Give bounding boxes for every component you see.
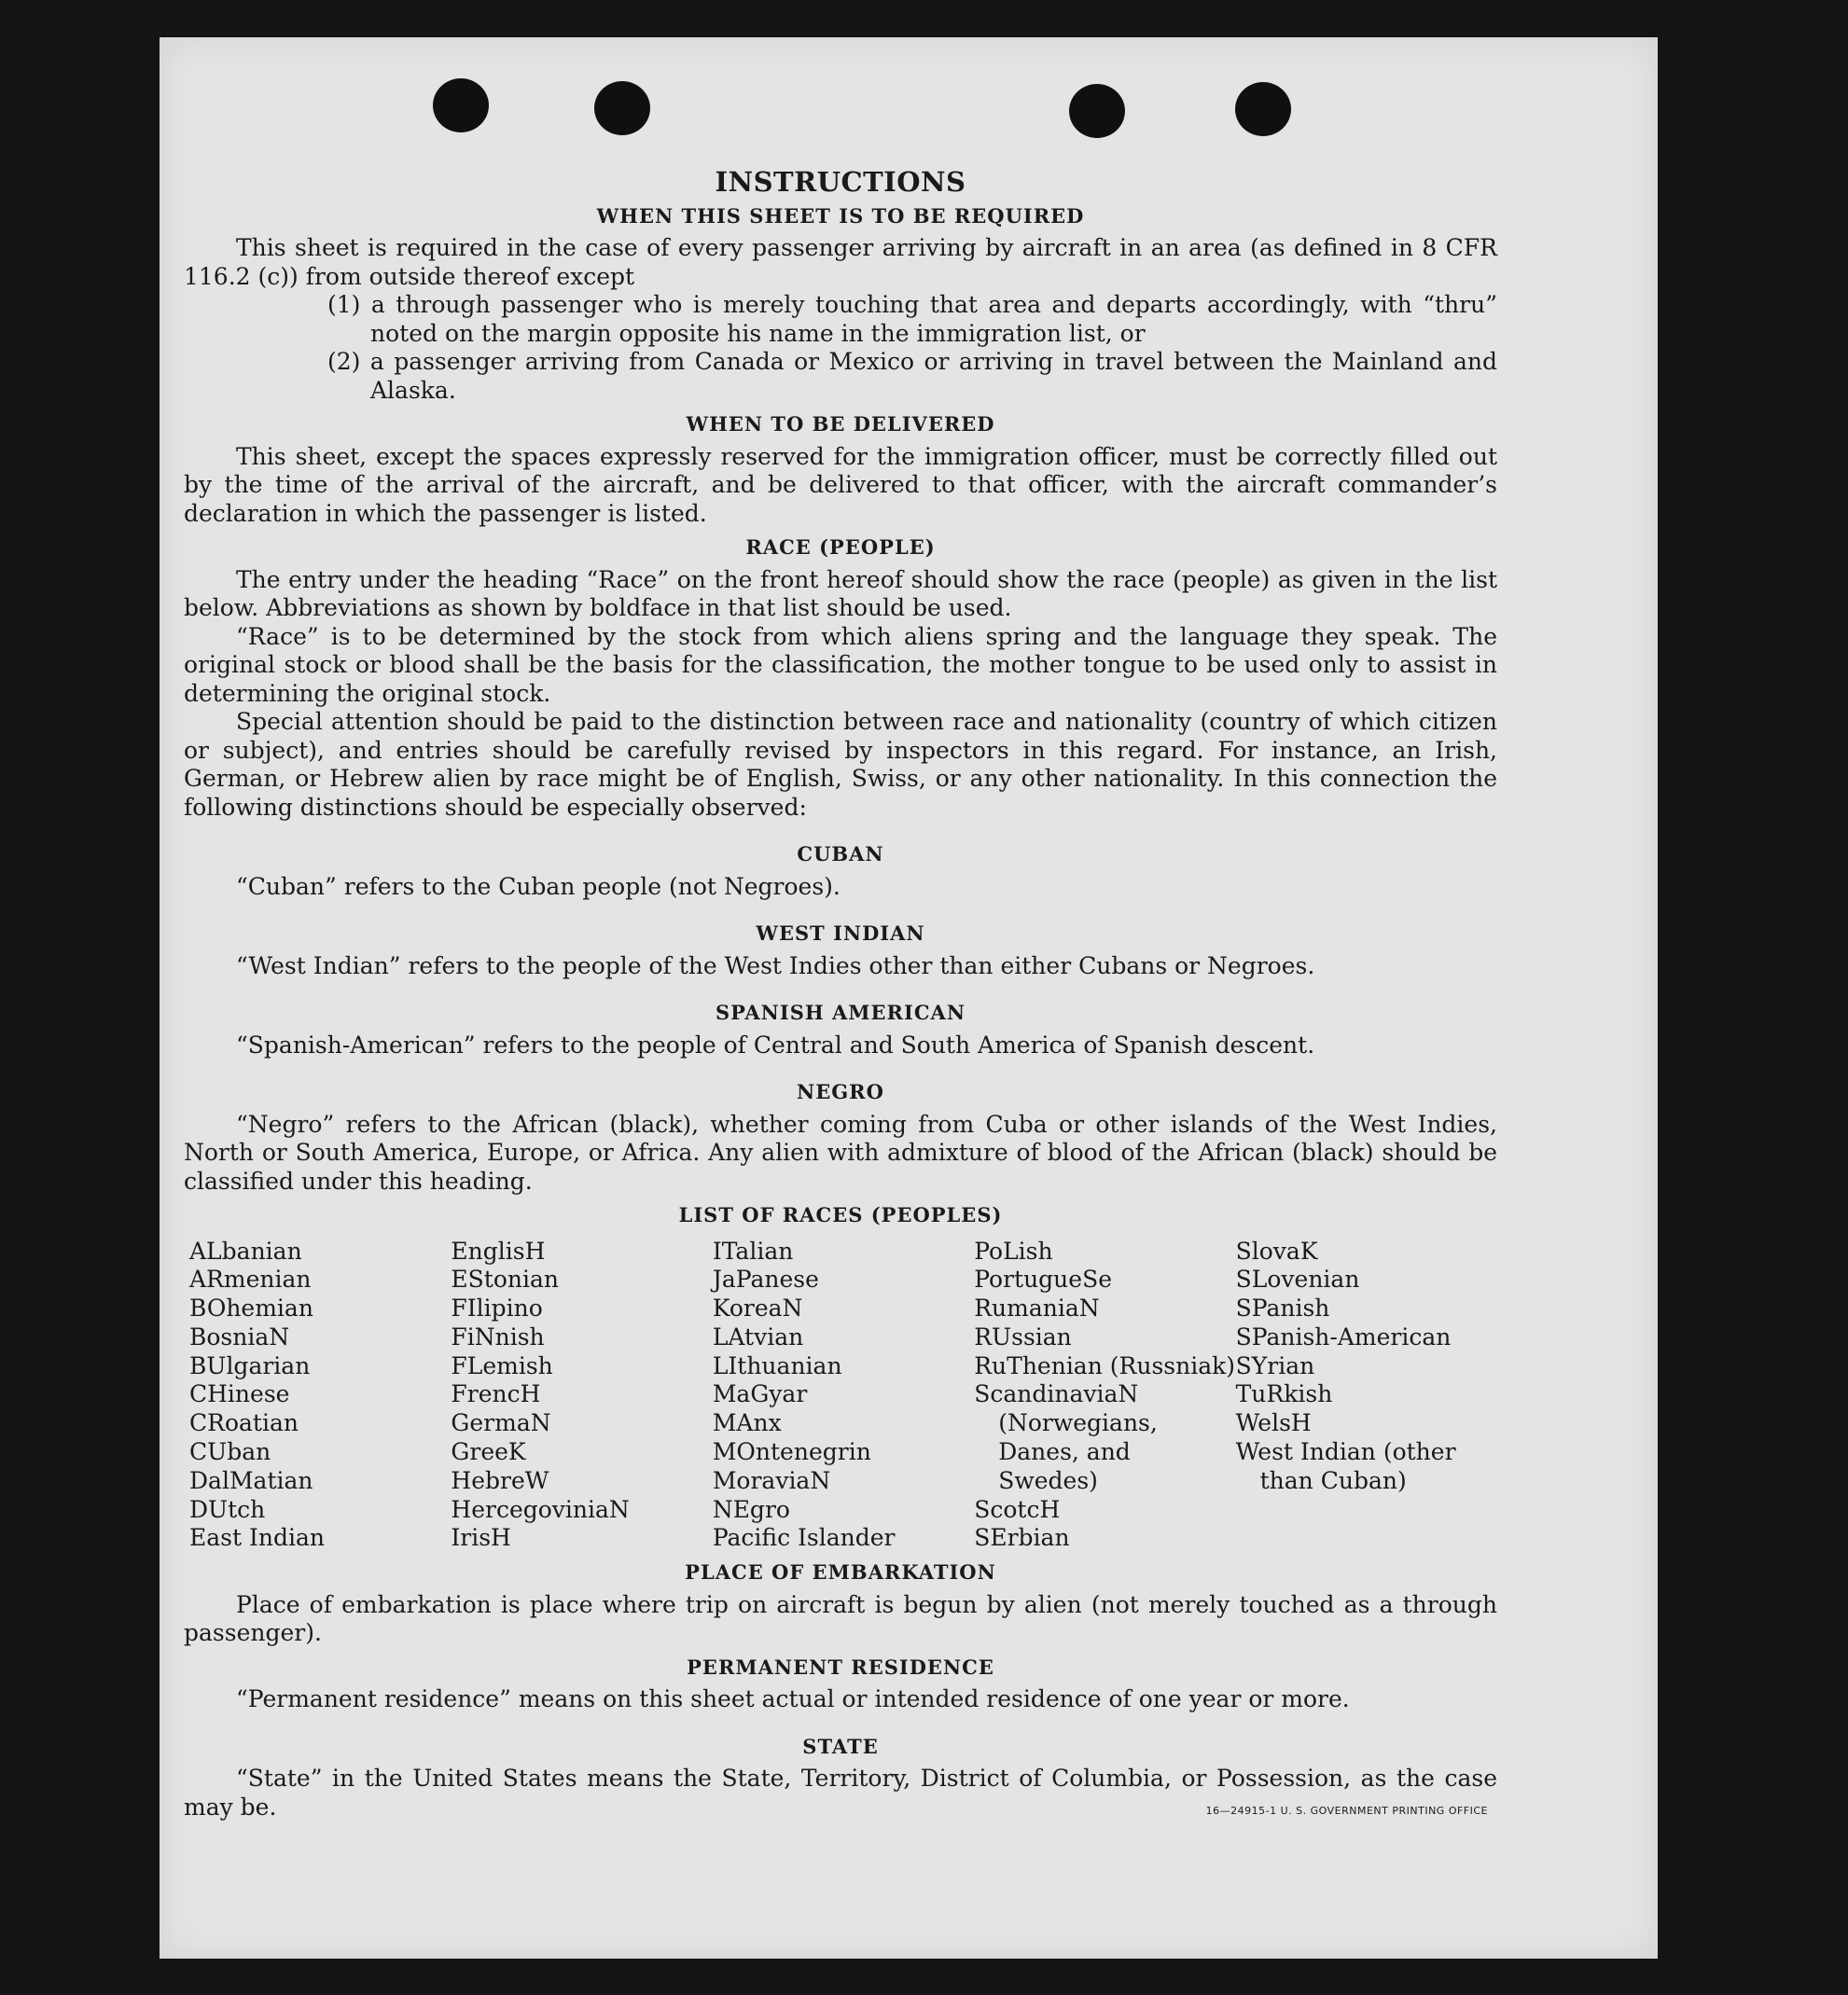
race-item: MoraviaN [712, 1466, 831, 1494]
race-item: SPanish-American [1235, 1323, 1452, 1351]
cuban-text: “Cuban” refers to the Cuban people (not Negroes). [236, 872, 841, 900]
race-item: ScandinaviaN (Norwegians, Danes, and Swedes) [974, 1380, 1158, 1494]
punch-hole [1235, 82, 1291, 136]
race-item: TuRkish [1235, 1380, 1333, 1408]
section-heading-cuban: CUBAN [797, 842, 884, 866]
race-item: Pacific Islander [712, 1524, 896, 1552]
race-item: FiNnish [451, 1323, 545, 1351]
required-intro: This sheet is required in the case of every passenger arriving by aircraft in an area (as defined in 8 CFR 116.2 (c)) from outside thereof except [184, 234, 1497, 290]
race-paragraph-2: “Race” is to be determined by the stock from which aliens spring and the language they speak. The original stock or blood shall be the basis for the classification, the mother tongue to be used only to assist in determining the original stock. [184, 622, 1497, 707]
race-item: SYrian [1235, 1351, 1315, 1379]
section-heading-spanish-american: SPANISH AMERICAN [715, 1001, 966, 1024]
race-item: SErbian [974, 1524, 1070, 1552]
section-heading-embarkation: PLACE OF EMBARKATION [685, 1560, 996, 1585]
section-heading-state: STATE [802, 1734, 879, 1758]
race-item: PortugueSe [974, 1266, 1112, 1294]
residence-text: “Permanent residence” means on this sheet actual or intended residence of one year or more. [236, 1685, 1350, 1713]
race-item: MaGyar [712, 1380, 808, 1408]
page-title: INSTRUCTIONS [715, 166, 966, 198]
races-column-1 [189, 1238, 451, 1554]
negro-text: “Negro” refers to the African (black), whether coming from Cuba or other islands of the West Indies, North or South America, Europe, or Africa. Any alien with admixture of blood of the African (black) should be classified under this heading. [184, 1110, 1497, 1195]
section-heading-west-indian: WEST INDIAN [756, 921, 925, 945]
race-item: DalMatian [189, 1466, 313, 1494]
race-item: NEgro [712, 1495, 790, 1523]
race-item: IrisH [451, 1524, 511, 1552]
race-item: RumaniaN [974, 1295, 1100, 1323]
races-column-2 [451, 1238, 712, 1554]
punch-hole [594, 81, 650, 135]
races-column-3 [713, 1238, 974, 1554]
race-item: ITalian [712, 1237, 794, 1265]
document-sheet [160, 37, 1658, 1959]
west-indian-text: “West Indian” refers to the people of the West Indies other than either Cubans or Negroes. [236, 951, 1315, 979]
section-heading-residence: PERMANENT RESIDENCE [687, 1655, 994, 1679]
race-item: ALbanian [189, 1237, 302, 1265]
race-item: SPanish [1235, 1295, 1330, 1323]
section-heading-required: WHEN THIS SHEET IS TO BE REQUIRED [596, 203, 1085, 228]
race-item: CHinese [189, 1380, 290, 1408]
race-item: MOntenegrin [712, 1438, 871, 1466]
race-item: ARmenian [189, 1266, 312, 1294]
section-heading-negro: NEGRO [797, 1080, 884, 1103]
punch-hole [1069, 84, 1125, 138]
section-heading-race: RACE (PEOPLE) [745, 535, 936, 559]
race-item: HercegoviniaN [451, 1495, 630, 1523]
instructions-content [184, 168, 1497, 1822]
race-item: LAtvian [712, 1323, 804, 1351]
race-item: DUtch [189, 1495, 266, 1523]
printing-office-footer: 16—24915-1 U. S. GOVERNMENT PRINTING OFFICE [1205, 1804, 1488, 1817]
race-item: CUban [189, 1438, 271, 1466]
races-column-5 [1236, 1238, 1497, 1554]
race-item: EnglisH [451, 1237, 546, 1265]
race-item: FrencH [451, 1380, 541, 1408]
race-item: FLemish [451, 1351, 553, 1379]
race-item: East Indian [189, 1524, 325, 1552]
race-item: KoreaN [712, 1295, 803, 1323]
race-item: SlovaK [1235, 1237, 1318, 1265]
race-item: PoLish [974, 1237, 1053, 1265]
spanish-american-text: “Spanish-American” refers to the people of Central and South America of Spanish descent. [236, 1031, 1315, 1059]
races-list [189, 1238, 1497, 1554]
embarkation-text: Place of embarkation is place where trip on aircraft is begun by alien (not merely touched as a through passenger). [184, 1590, 1497, 1647]
race-paragraph-1: The entry under the heading “Race” on the front hereof should show the race (people) as given in the list below. Abbreviations as shown by boldface in that list should be used. [184, 565, 1497, 621]
required-item-1: (1) a through passenger who is merely touching that area and departs accordingly, with “thru” noted on the margin opposite his name in the immigration list, or [327, 291, 1497, 347]
race-item: WelsH [1235, 1409, 1312, 1437]
race-paragraph-3: Special attention should be paid to the distinction between race and nationality (country of which citizen or subject), and entries should be carefully revised by inspectors in this regard. For instance, an Irish, German, or Hebrew alien by race might be of English, Swiss, or any other nationality. In this connection the following distinctions should be especially observed: [184, 708, 1497, 821]
race-item: EStonian [451, 1266, 559, 1294]
race-item: RUssian [974, 1323, 1072, 1351]
race-item: GermaN [451, 1409, 551, 1437]
state-block [184, 1765, 1497, 1822]
race-item: SLovenian [1235, 1266, 1360, 1294]
state-text: “State” in the United States means the State, Territory, District of Columbia, or Possession, as the case may be. [184, 1765, 1497, 1821]
race-item: ScotcH [974, 1495, 1061, 1523]
race-item: BOhemian [189, 1295, 313, 1323]
race-item: West Indian (other than Cuban) [1235, 1438, 1456, 1494]
section-heading-races-list: LIST OF RACES (PEOPLES) [678, 1203, 1003, 1226]
race-item: RuThenian (Russniak) [974, 1351, 1236, 1379]
race-item: CRoatian [189, 1409, 299, 1437]
race-item: BUlgarian [189, 1351, 311, 1379]
race-item: BosniaN [189, 1323, 290, 1351]
section-heading-delivered: WHEN TO BE DELIVERED [686, 412, 995, 436]
race-item: JaPanese [712, 1266, 819, 1294]
races-column-4 [974, 1238, 1235, 1554]
required-item-2: (2) a passenger arriving from Canada or Mexico or arriving in travel between the Mainland and Alaska. [327, 348, 1497, 404]
punch-hole [433, 78, 489, 132]
race-item: FIlipino [451, 1295, 543, 1323]
race-item: MAnx [712, 1409, 782, 1437]
race-item: GreeK [451, 1438, 526, 1466]
race-item: HebreW [451, 1466, 549, 1494]
delivered-text: This sheet, except the spaces expressly reserved for the immigration officer, must be correctly filled out by the time of the arrival of the aircraft, and be delivered to that officer, with the aircraft commander’s declaration in which the passenger is listed. [184, 442, 1497, 527]
race-item: LIthuanian [712, 1351, 842, 1379]
